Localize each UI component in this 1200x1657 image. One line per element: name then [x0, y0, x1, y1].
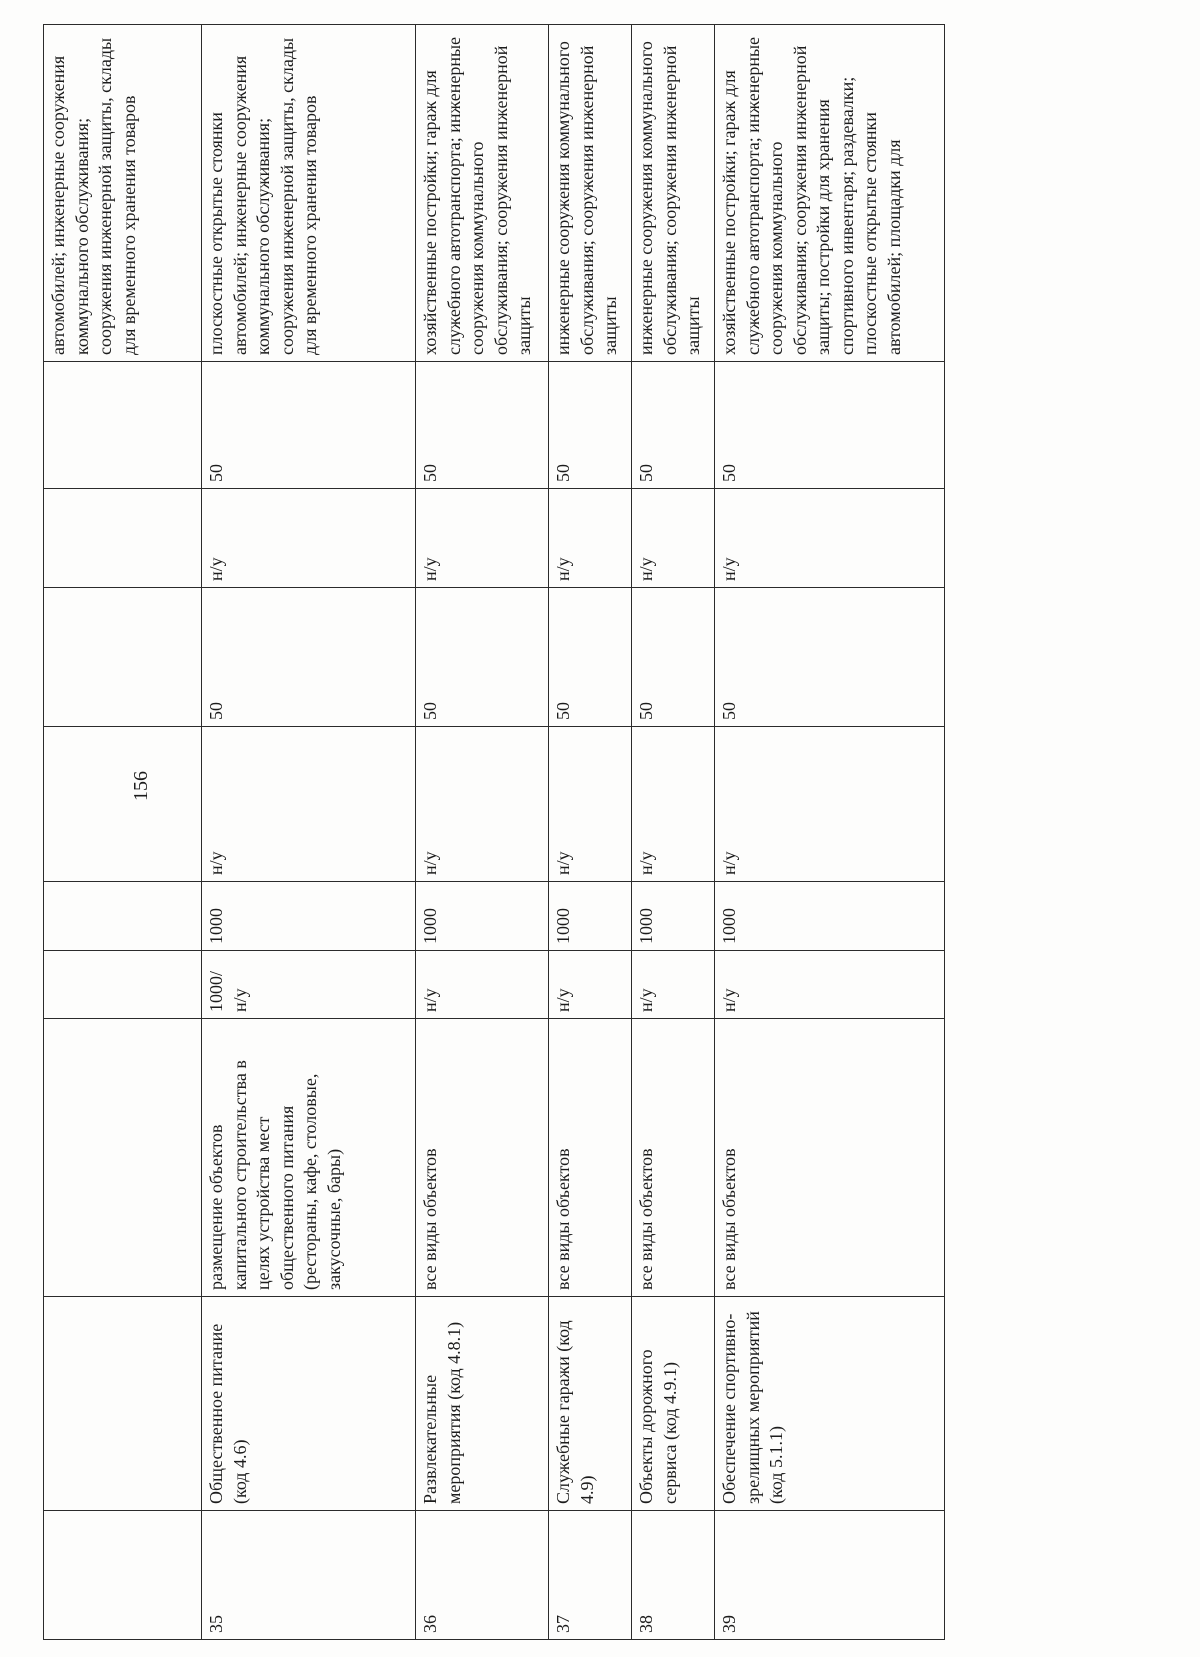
row-number: 39	[715, 1511, 945, 1640]
table-cell: н/у	[549, 951, 632, 1019]
table-row	[632, 25, 715, 1640]
table-cell: 1000	[632, 882, 715, 951]
table-cell: н/у	[416, 951, 549, 1019]
table-cell: 1000	[416, 882, 549, 951]
table-cell: 50	[202, 588, 416, 727]
table-cell: н/у	[549, 489, 632, 588]
page-number: 156	[130, 771, 152, 801]
use-type-name	[44, 1297, 202, 1511]
table-cell: 1000	[715, 882, 945, 951]
table-cell: н/у	[632, 489, 715, 588]
table-row	[202, 25, 416, 1640]
use-type-description: размещение объектов капитального строительства в целях устройства мест общественного питания (рестораны, кафе, столовые, закусочные, бары)	[202, 1019, 416, 1297]
auxiliary-uses: автомобилей; инженерные сооружения коммунального обслуживания; сооружения инженерной защиты, склады для временного хранения товаров	[44, 25, 202, 362]
row-number: 37	[549, 1511, 632, 1640]
table-cell	[44, 951, 202, 1019]
auxiliary-uses: плоскостные открытые стоянки автомобилей; инженерные сооружения коммунального обслуживания; сооружения инженерной защиты, склады для временного хранения товаров	[202, 25, 416, 362]
row-number: 38	[632, 1511, 715, 1640]
table-cell	[44, 588, 202, 727]
table-cell: 1000	[202, 882, 416, 951]
table-cell: 50	[416, 362, 549, 489]
table-cell	[44, 489, 202, 588]
row-number: 36	[416, 1511, 549, 1640]
row-number	[44, 1511, 202, 1640]
table-cell: 50	[632, 588, 715, 727]
use-type-description: все виды объектов	[715, 1019, 945, 1297]
table-cell: 50	[549, 588, 632, 727]
table-cell: н/у	[632, 727, 715, 882]
use-type-description	[44, 1019, 202, 1297]
table-cell: 50	[416, 588, 549, 727]
use-type-name: Развлекательные мероприятия (код 4.8.1)	[416, 1297, 549, 1511]
use-type-description: все виды объектов	[549, 1019, 632, 1297]
use-type-name: Обеспечение спортивно-зрелищных мероприятий (код 5.1.1)	[715, 1297, 945, 1511]
table-cell	[44, 362, 202, 489]
table-cell: 50	[715, 362, 945, 489]
auxiliary-uses: хозяйственные постройки; гараж для служебного автотранспорта; инженерные сооружения коммунального обслуживания; сооружения инженерной защиты	[416, 25, 549, 362]
auxiliary-uses: инженерные сооружения коммунального обслуживания; сооружения инженерной защиты	[549, 25, 632, 362]
table-cell: 1000/н/у	[202, 951, 416, 1019]
table-cell: н/у	[416, 727, 549, 882]
table-cell	[44, 882, 202, 951]
table-cell: 50	[549, 362, 632, 489]
table-cell: н/у	[715, 951, 945, 1019]
table-cell	[44, 727, 202, 882]
use-type-name: Объекты дорожного сервиса (код 4.9.1)	[632, 1297, 715, 1511]
table-row	[715, 25, 945, 1640]
use-type-name: Служебные гаражи (код 4.9)	[549, 1297, 632, 1511]
table-cell: н/у	[549, 727, 632, 882]
table-cell: н/у	[715, 727, 945, 882]
table-cell: 50	[202, 362, 416, 489]
table-row	[549, 25, 632, 1640]
land-use-table	[43, 24, 945, 1640]
table-cell: н/у	[202, 489, 416, 588]
table-cell: 50	[715, 588, 945, 727]
row-number: 35	[202, 1511, 416, 1640]
table-row	[44, 25, 202, 1640]
table-cell: 1000	[549, 882, 632, 951]
table-cell: н/у	[202, 727, 416, 882]
table-row	[416, 25, 549, 1640]
table-cell: н/у	[416, 489, 549, 588]
table-cell: н/у	[715, 489, 945, 588]
use-type-name: Общественное питание (код 4.6)	[202, 1297, 416, 1511]
table-cell: н/у	[632, 951, 715, 1019]
auxiliary-uses: хозяйственные постройки; гараж для служебного автотранспорта; инженерные сооружения коммунального обслуживания; сооружения инженерной защиты; постройки для хранения спортивного инвентаря; раздевалки; плоскостные открытые стоянки автомобилей; площадки для	[715, 25, 945, 362]
table-cell: 50	[632, 362, 715, 489]
use-type-description: все виды объектов	[632, 1019, 715, 1297]
auxiliary-uses: инженерные сооружения коммунального обслуживания; сооружения инженерной защиты	[632, 25, 715, 362]
use-type-description: все виды объектов	[416, 1019, 549, 1297]
